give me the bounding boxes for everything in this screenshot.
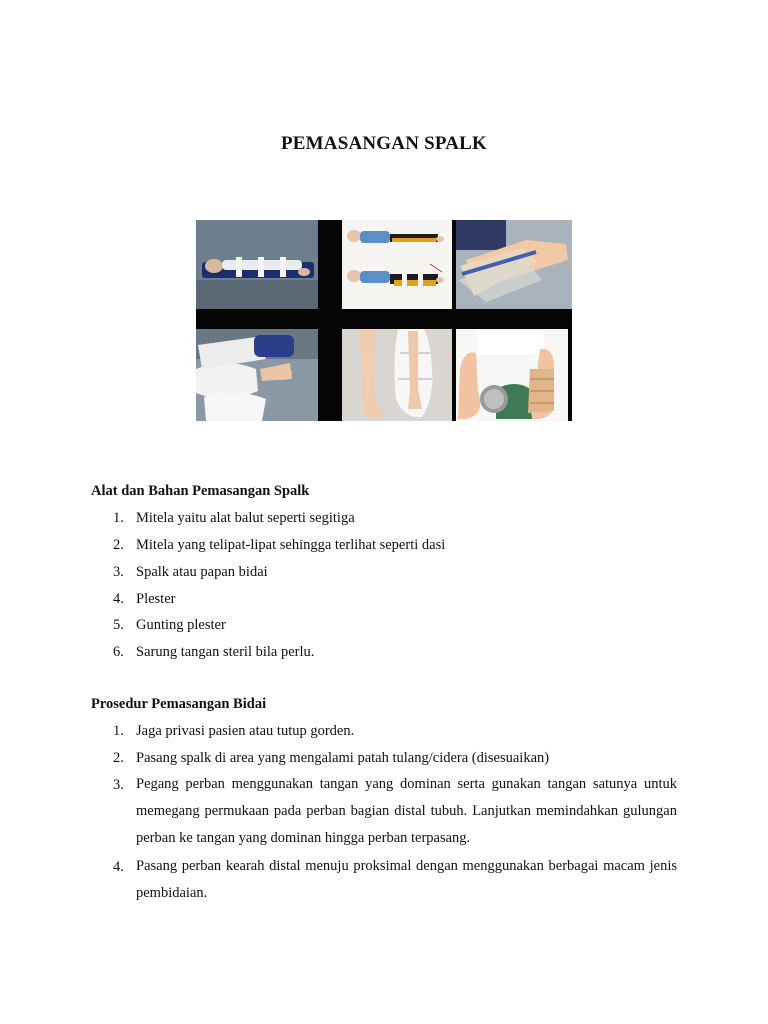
list-item-text: Plester bbox=[136, 591, 176, 607]
list-item-number: 2. bbox=[113, 750, 124, 766]
list-item-text: Mitela yang telipat-lipat sehingga terlihat seperti dasi bbox=[136, 537, 446, 553]
list-item-text: Pasang perban kearah distal menuju proksimal dengan menggunakan berbagai macam jenis pembidaian. bbox=[136, 858, 677, 901]
section-heading-alat-bahan: Alat dan Bahan Pemasangan Spalk bbox=[91, 483, 310, 499]
list-item-text: Jaga privasi pasien atau tutup gorden. bbox=[136, 723, 355, 739]
list-item-text: Pegang perban menggunakan tangan yang dominan serta gunakan tangan satunya untuk memegang permukaan pada perban bagian distal tubuh. Lanjutkan memindahkan gulungan perban ke tangan yang dominan hingga perban terpasang. bbox=[136, 776, 677, 846]
list-item-number: 1. bbox=[113, 510, 124, 526]
list-item-text: Mitela yaitu alat balut seperti segitiga bbox=[136, 510, 355, 526]
list-item-number: 5. bbox=[113, 617, 124, 633]
page-title: PEMASANGAN SPALK bbox=[280, 133, 488, 154]
section-heading-prosedur: Prosedur Pemasangan Bidai bbox=[91, 696, 267, 712]
stretcher-splint-photo bbox=[196, 220, 318, 309]
list-item-number: 4. bbox=[113, 591, 124, 607]
list-item-number: 4. bbox=[113, 859, 124, 875]
leg-board-splint-photo bbox=[342, 220, 452, 309]
list-item-number: 3. bbox=[113, 564, 124, 580]
list-item-text: Sarung tangan steril bila perlu. bbox=[136, 644, 315, 660]
list-item-number: 6. bbox=[113, 644, 124, 660]
rice-ankle-photo bbox=[456, 329, 568, 421]
list-item-number: 1. bbox=[113, 723, 124, 739]
list-item-number: 2. bbox=[113, 537, 124, 553]
leg-bandage-photo bbox=[456, 220, 572, 309]
list-item-text: Gunting plester bbox=[136, 617, 226, 633]
arm-sling-photo bbox=[196, 329, 318, 421]
list-item-text: Spalk atau papan bidai bbox=[136, 564, 268, 580]
list-item-text: Pasang spalk di area yang mengalami patah tulang/cidera (disesuaikan) bbox=[136, 750, 550, 766]
leg-pillow-splint-photo bbox=[342, 329, 452, 421]
splint-collage-image bbox=[196, 220, 572, 421]
list-item-number: 3. bbox=[113, 777, 124, 793]
